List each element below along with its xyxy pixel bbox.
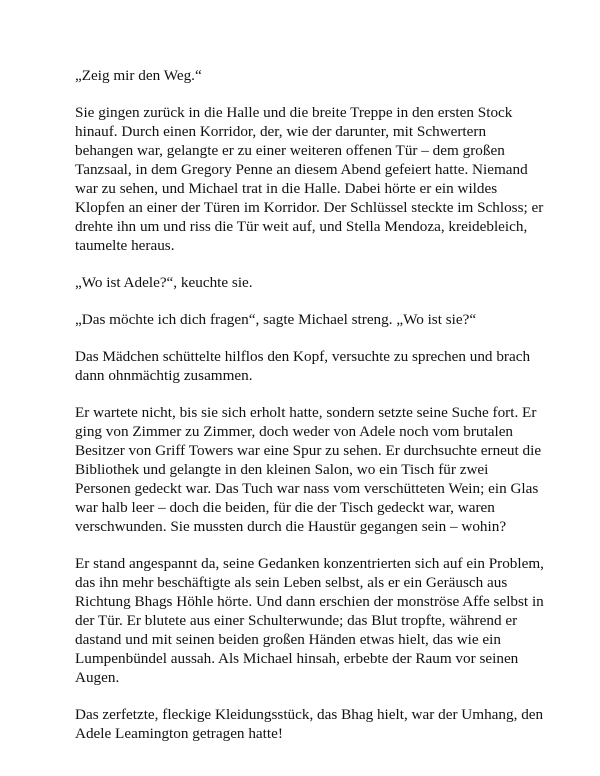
paragraph-4: „Das möchte ich dich fragen“, sagte Michael streng. „Wo ist sie?“ (75, 311, 477, 328)
paragraph-8: Das zerfetzte, fleckige Kleidungsstück, das Bhag hielt, war der Umhang, den Adele Leamington getragen hatte! (75, 706, 544, 742)
paragraph-1: „Zeig mir den Weg.“ (75, 67, 202, 84)
paragraph-2: Sie gingen zurück in die Halle und die breite Treppe in den ersten Stock hinauf. Durch einen Korridor, der, wie der darunter, mit Schwertern behangen war, gelangte er zu einer weiteren offenen Tür – dem großen Tanzsaal, in dem Gregory Penne an diesem Abend gefeiert hatte. Niemand war zu sehen, und Michael trat in die Halle. Dabei hörte er ein wildes Klopfen an einer der Türen im Korridor. Der Schlüssel steckte im Schloss; er drehte ihn um und riss die Tür weit auf, und Stella Mendoza, kreidebleich, taumelte heraus. (75, 104, 544, 254)
document-page (75, 66, 545, 761)
paragraph-3: „Wo ist Adele?“, keuchte sie. (75, 274, 253, 291)
paragraph-5: Das Mädchen schüttelte hilflos den Kopf, versuchte zu sprechen und brach dann ohnmächtig zusammen. (75, 348, 531, 384)
paragraph-6: Er wartete nicht, bis sie sich erholt hatte, sondern setzte seine Suche fort. Er ging von Zimmer zu Zimmer, doch weder von Adele noch vom brutalen Besitzer von Griff Towers war eine Spur zu sehen. Er durchsuchte erneut die Bibliothek und gelangte in den kleinen Salon, wo ein Tisch für zwei Personen gedeckt war. Das Tuch war nass vom verschütteten Wein; ein Glas war halb leer – doch die beiden, für die der Tisch gedeckt war, waren verschwunden. Sie mussten durch die Haustür gegangen sein – wohin? (75, 404, 542, 535)
paragraph-7: Er stand angespannt da, seine Gedanken konzentrierten sich auf ein Problem, das ihn mehr beschäftigte als sein Leben selbst, als er ein Geräusch aus Richtung Bhags Höhle hörte. Und dann erschien der monströse Affe selbst in der Tür. Er blutete aus einer Schulterwunde; das Blut tropfte, während er dastand und mit seinen beiden großen Händen etwas hielt, das wie ein Lumpenbündel aussah. Als Michael hinsah, erbebte der Raum vor seinen Augen. (75, 555, 544, 686)
